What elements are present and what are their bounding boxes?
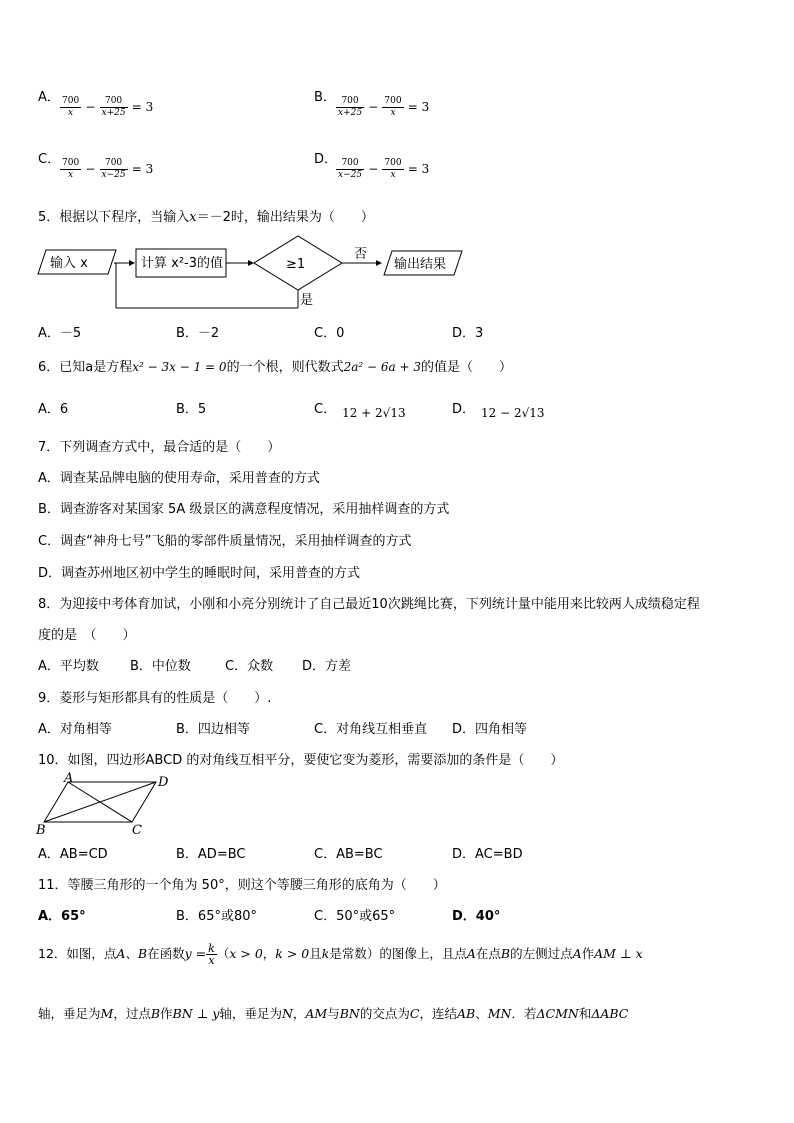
q12-stem-line2: 轴，垂足为M，过点B作BN ⊥ y轴，垂足为N，AM与BN的交点为C，连结AB、MN．若ΔCMN和ΔABC <box>38 1006 629 1021</box>
q6-option-a: A．6 <box>38 402 69 417</box>
q6-option-b: B．5 <box>176 402 207 417</box>
flow-yes-label: 是 <box>300 293 314 308</box>
q6-option-d: D． 12 − 2√13 <box>452 402 545 420</box>
q11-stem: 11．等腰三角形的一个角为 50°，则这个等腰三角形的底角为（ ） <box>38 878 446 893</box>
q9-option-d: D．四角相等 <box>452 722 528 737</box>
q6-option-c: C． 12 + 2√13 <box>314 402 406 420</box>
q7-option-c: C．调查“神舟七号”飞船的零部件质量情况，采用抽样调查的方式 <box>38 534 412 549</box>
q4-option-a: A． <box>38 90 60 105</box>
q4-option-b-equation: $\frac{700}{x+25}$ − $\frac{700}{x}$ = 3 <box>338 96 430 118</box>
q11-option-c: C．50°或65° <box>314 909 396 924</box>
q4-option-c-equation: $\frac{700}{x}$ − $\frac{700}{x-25}$ = 3 <box>62 158 154 180</box>
vertex-a-label: A <box>64 772 74 786</box>
q9-option-c: C．对角线互相垂直 <box>314 722 428 737</box>
q9-option-b: B．四边相等 <box>176 722 250 737</box>
flow-compute-label: 计算 x²-3的值 <box>141 256 223 271</box>
flow-input-label: 输入 x <box>50 256 88 271</box>
q4-option-d: D． <box>314 152 338 167</box>
q7-option-b: B．调查游客对某国家 5A 级景区的满意程度情况，采用抽样调查的方式 <box>38 502 450 517</box>
q5-option-b: B．－2 <box>176 326 220 341</box>
q9-stem: 9．菱形与矩形都具有的性质是（ ）. <box>38 691 272 706</box>
q10-option-a: A．AB=CD <box>38 847 108 862</box>
q10-option-b: B．AD=BC <box>176 847 246 862</box>
q7-option-a: A．调查某品牌电脑的使用寿命，采用普查的方式 <box>38 471 320 486</box>
q4-option-b: B． <box>314 90 336 105</box>
q6-stem: 6．已知a是方程x² − 3x − 1 = 0的一个根，则代数式2a² − 6a + 3的值是（ ） <box>38 360 512 375</box>
q8-stem-line2: 度的是 （ ） <box>38 628 136 643</box>
q9-option-a: A．对角相等 <box>38 722 112 737</box>
q8-stem-line1: 8．为迎接中考体育加试，小刚和小亮分别统计了自己最近10次跳绳比赛，下列统计量中能用来比较两人成绩稳定程 <box>38 597 700 612</box>
q7-option-d: D．调查苏州地区初中学生的睡眠时间，采用普查的方式 <box>38 566 361 581</box>
q5-option-c: C．0 <box>314 326 345 341</box>
flow-decision-label: ≥1 <box>286 257 306 272</box>
q5-option-d: D．3 <box>452 326 484 341</box>
q5-option-a: A．－5 <box>38 326 82 341</box>
q8-option-d: D．方差 <box>302 659 352 674</box>
q10-option-d: D．AC=BD <box>452 847 523 862</box>
vertex-d-label: D <box>158 775 169 790</box>
q11-option-d: D．40° <box>452 909 501 924</box>
vertex-c-label: C <box>132 823 142 836</box>
q12-stem-line1: 12．如图，点A、B在函数y = $\frac{k}{x}$ （x > 0，k > 0且k是常数）的图像上，且点A在点B的左侧过点A作AM ⊥ x <box>38 942 643 967</box>
vertex-b-label: B <box>36 823 46 836</box>
q7-stem: 7．下列调查方式中，最合适的是（ ） <box>38 440 281 455</box>
q4-option-c: C． <box>38 152 61 167</box>
diagonal-bd <box>44 782 156 822</box>
flow-no-label: 否 <box>354 247 368 262</box>
q8-option-b: B．中位数 <box>130 659 191 674</box>
q5-flowchart <box>36 232 466 312</box>
q10-option-c: C．AB=BC <box>314 847 383 862</box>
flow-output-label: 输出结果 <box>394 257 447 272</box>
q4-option-a-equation: $\frac{700}{x}$ − $\frac{700}{x+25}$ = 3 <box>62 96 154 118</box>
q8-option-a: A．平均数 <box>38 659 99 674</box>
q11-option-a: A．65° <box>38 909 86 924</box>
q4-option-d-equation: $\frac{700}{x-25}$ − $\frac{700}{x}$ = 3 <box>338 158 430 180</box>
q10-parallelogram-figure <box>34 772 174 836</box>
q11-option-b: B．65°或80° <box>176 909 258 924</box>
q10-stem: 10．如图，四边形ABCD 的对角线互相平分，要使它变为菱形，需要添加的条件是（ ） <box>38 753 564 768</box>
q8-option-c: C．众数 <box>225 659 274 674</box>
q5-stem: 5．根据以下程序，当输入x＝－2时，输出结果为（ ） <box>38 210 374 225</box>
